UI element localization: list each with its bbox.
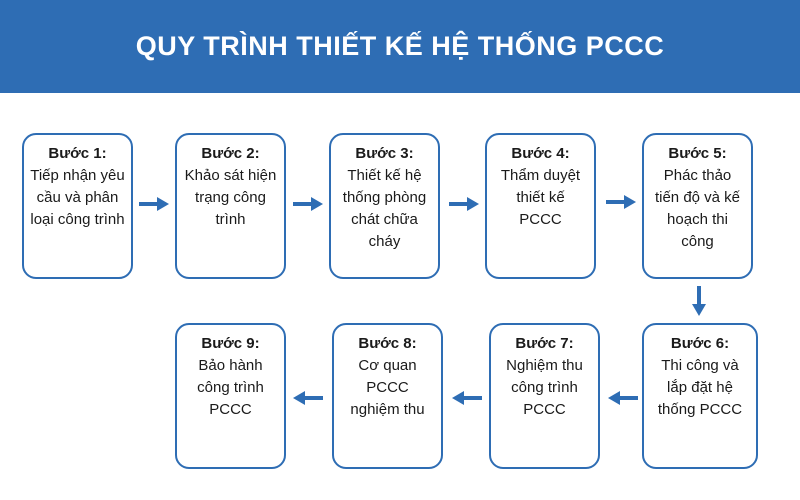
step-7-box: [489, 323, 600, 469]
step-6-title: Bước 6:: [670, 335, 730, 352]
step-8-box: [332, 323, 443, 469]
arrow-left-icon: [292, 389, 324, 407]
step-7-title: Bước 7:: [515, 335, 574, 352]
arrow-right-icon: [448, 195, 480, 213]
step-4-desc: Thẩm duyệt thiết kế PCCC: [500, 167, 581, 228]
step-1-desc: Tiếp nhận yêu cầu và phân loại công trình: [30, 167, 125, 228]
step-5-box: [642, 133, 753, 279]
arrow-right-icon: [605, 193, 637, 211]
step-3-title: Bước 3:: [355, 145, 414, 162]
arrow-down-icon: [690, 285, 708, 317]
step-3-desc: Thiết kế hệ thống phòng chát chữa cháy: [342, 167, 427, 250]
step-9-desc: Bảo hành công trình PCCC: [197, 357, 264, 418]
step-6-box: [642, 323, 758, 469]
arrow-right-icon: [138, 195, 170, 213]
step-3-box: [329, 133, 440, 279]
page-title: QUY TRÌNH THIẾT KẾ HỆ THỐNG PCCC: [135, 31, 665, 61]
step-7-desc: Nghiệm thu công trình PCCC: [506, 357, 583, 418]
step-2-title: Bước 2:: [201, 145, 260, 162]
step-4-box: [485, 133, 596, 279]
step-5-desc: Phác thảo tiến độ và kế hoạch thi công: [654, 167, 741, 250]
step-1-box: [22, 133, 133, 279]
step-8-title: Bước 8:: [358, 335, 417, 352]
step-9-title: Bước 9:: [201, 335, 260, 352]
step-8-desc: Cơ quan PCCC nghiệm thu: [350, 357, 425, 418]
arrow-right-icon: [292, 195, 324, 213]
step-1-title: Bước 1:: [48, 145, 107, 162]
step-9-box: [175, 323, 286, 469]
step-2-desc: Khảo sát hiện trạng công trình: [184, 167, 277, 228]
arrow-left-icon: [607, 389, 639, 407]
step-4-title: Bước 4:: [511, 145, 570, 162]
step-5-title: Bước 5:: [668, 145, 727, 162]
step-6-desc: Thi công và lắp đặt hệ thống PCCC: [657, 357, 743, 418]
header-banner: [0, 0, 800, 93]
arrow-left-icon: [451, 389, 483, 407]
step-2-box: [175, 133, 286, 279]
